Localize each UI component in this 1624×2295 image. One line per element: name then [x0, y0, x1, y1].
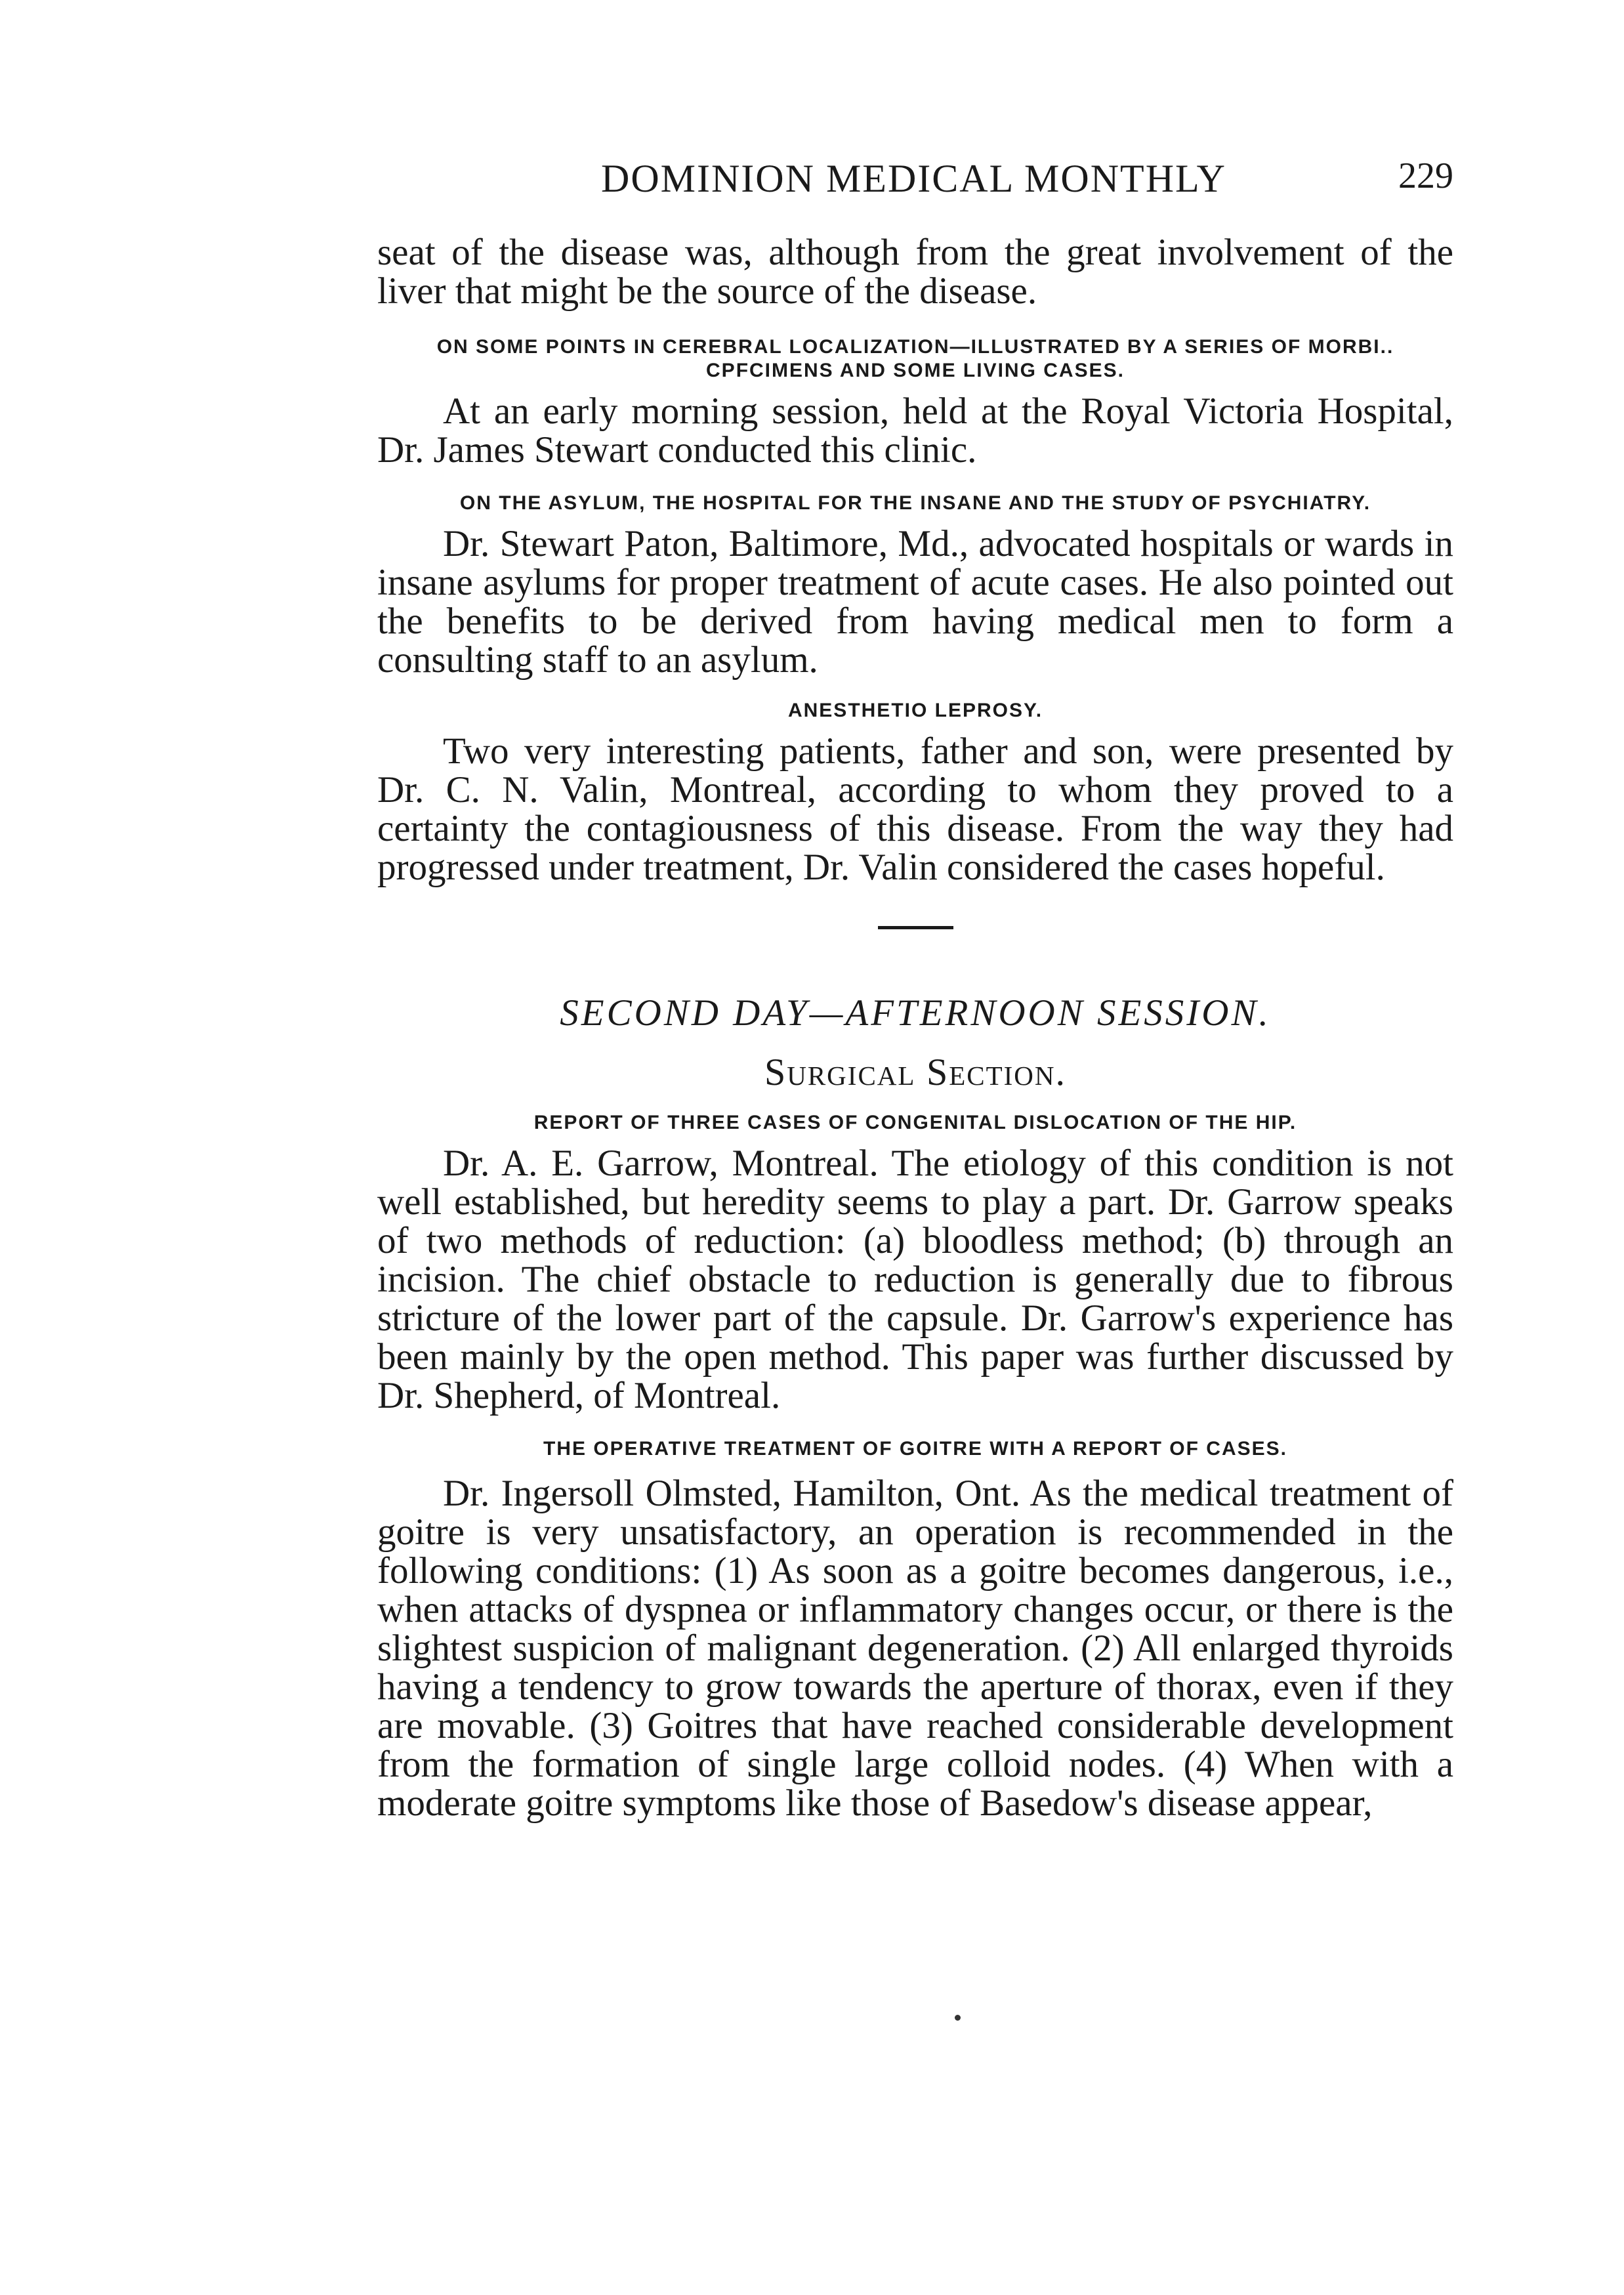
paragraph-hip: Dr. A. E. Garrow, Montreal. The etiology of this condition is not well established, but heredity seems to play a part. Dr. Garrow speaks of two methods of reduction: (a) bloodless method; (b) through an incision. The chief obstacle to reduction is generally due to fibrous stricture of the lower part of the capsule. Dr. Garrow's experience has been mainly by the open method. This paper was further discussed by Dr. Shepherd, of Montreal.: [377, 1143, 1453, 1416]
paragraph-cerebral-localization: At an early morning session, held at the Royal Victoria Hospital, Dr. James Stewart conducted this clinic.: [377, 390, 1453, 471]
session-heading: SECOND DAY—AFTERNOON SESSION.: [560, 992, 1271, 1034]
running-head: [374, 150, 1453, 202]
paragraph-asylum: Dr. Stewart Paton, Baltimore, Md., advocated hospitals or wards in insane asylums for proper treatment of acute cases. He also pointed out the benefits to be derived from having medical men to form a consulting staff to an asylum.: [377, 523, 1453, 681]
subheading-hip: REPORT OF THREE CASES OF CONGENITAL DISLOCATION OF THE HIP.: [533, 1112, 1297, 1133]
page-number: 229: [1398, 156, 1453, 196]
paragraph-leprosy: Two very interesting patients, father and son, were presented by Dr. C. N. Valin, Montreal, according to whom they proved to a certainty the contagiousness of this disease. From the way they had progressed under treatment, Dr. Valin considered the cases hopeful.: [377, 730, 1453, 888]
paragraph-goitre: Dr. Ingersoll Olmsted, Hamilton, Ont. As the medical treatment of goitre is very unsatisfactory, an operation is recommended in the following conditions: (1) As soon as a goitre becomes dangerous, i.e., when attacks of dyspnea or inflammatory changes occur, or there is the slightest suspicion of malignant degeneration. (2) All enlarged thyroids having a tendency to grow towards the aperture of thorax, even if they are movable. (3) Goitres that have reached considerable development from the formation of single large colloid nodes. (4) When with a moderate goitre symptoms like those of Basedow's disease appear,: [377, 1473, 1453, 1824]
text-column: [377, 233, 1453, 1822]
subheading-asylum: ON THE ASYLUM, THE HOSPITAL FOR THE INSANE AND THE STUDY OF PSYCHIATRY.: [459, 492, 1371, 514]
printing-speck: [955, 2015, 961, 2021]
subheading-goitre: THE OPERATIVE TREATMENT OF GOITRE WITH A REPORT OF CASES.: [543, 1438, 1287, 1460]
paragraph-continuation: seat of the disease was, although from the great involvement of the liver that might be the source of the disease.: [377, 232, 1453, 312]
subheading-leprosy: ANESTHETIO LEPROSY.: [787, 700, 1043, 721]
section-heading: Surgical Section.: [764, 1051, 1067, 1093]
running-title: DOMINION MEDICAL MONTHLY: [600, 157, 1226, 200]
subheading-cerebral-localization: ON SOME POINTS IN CEREBRAL LOCALIZATION—ILLUSTRATED BY A SERIES OF MORBI.. CPFCIMENS AND SOME LIVING CASES.: [436, 336, 1394, 381]
